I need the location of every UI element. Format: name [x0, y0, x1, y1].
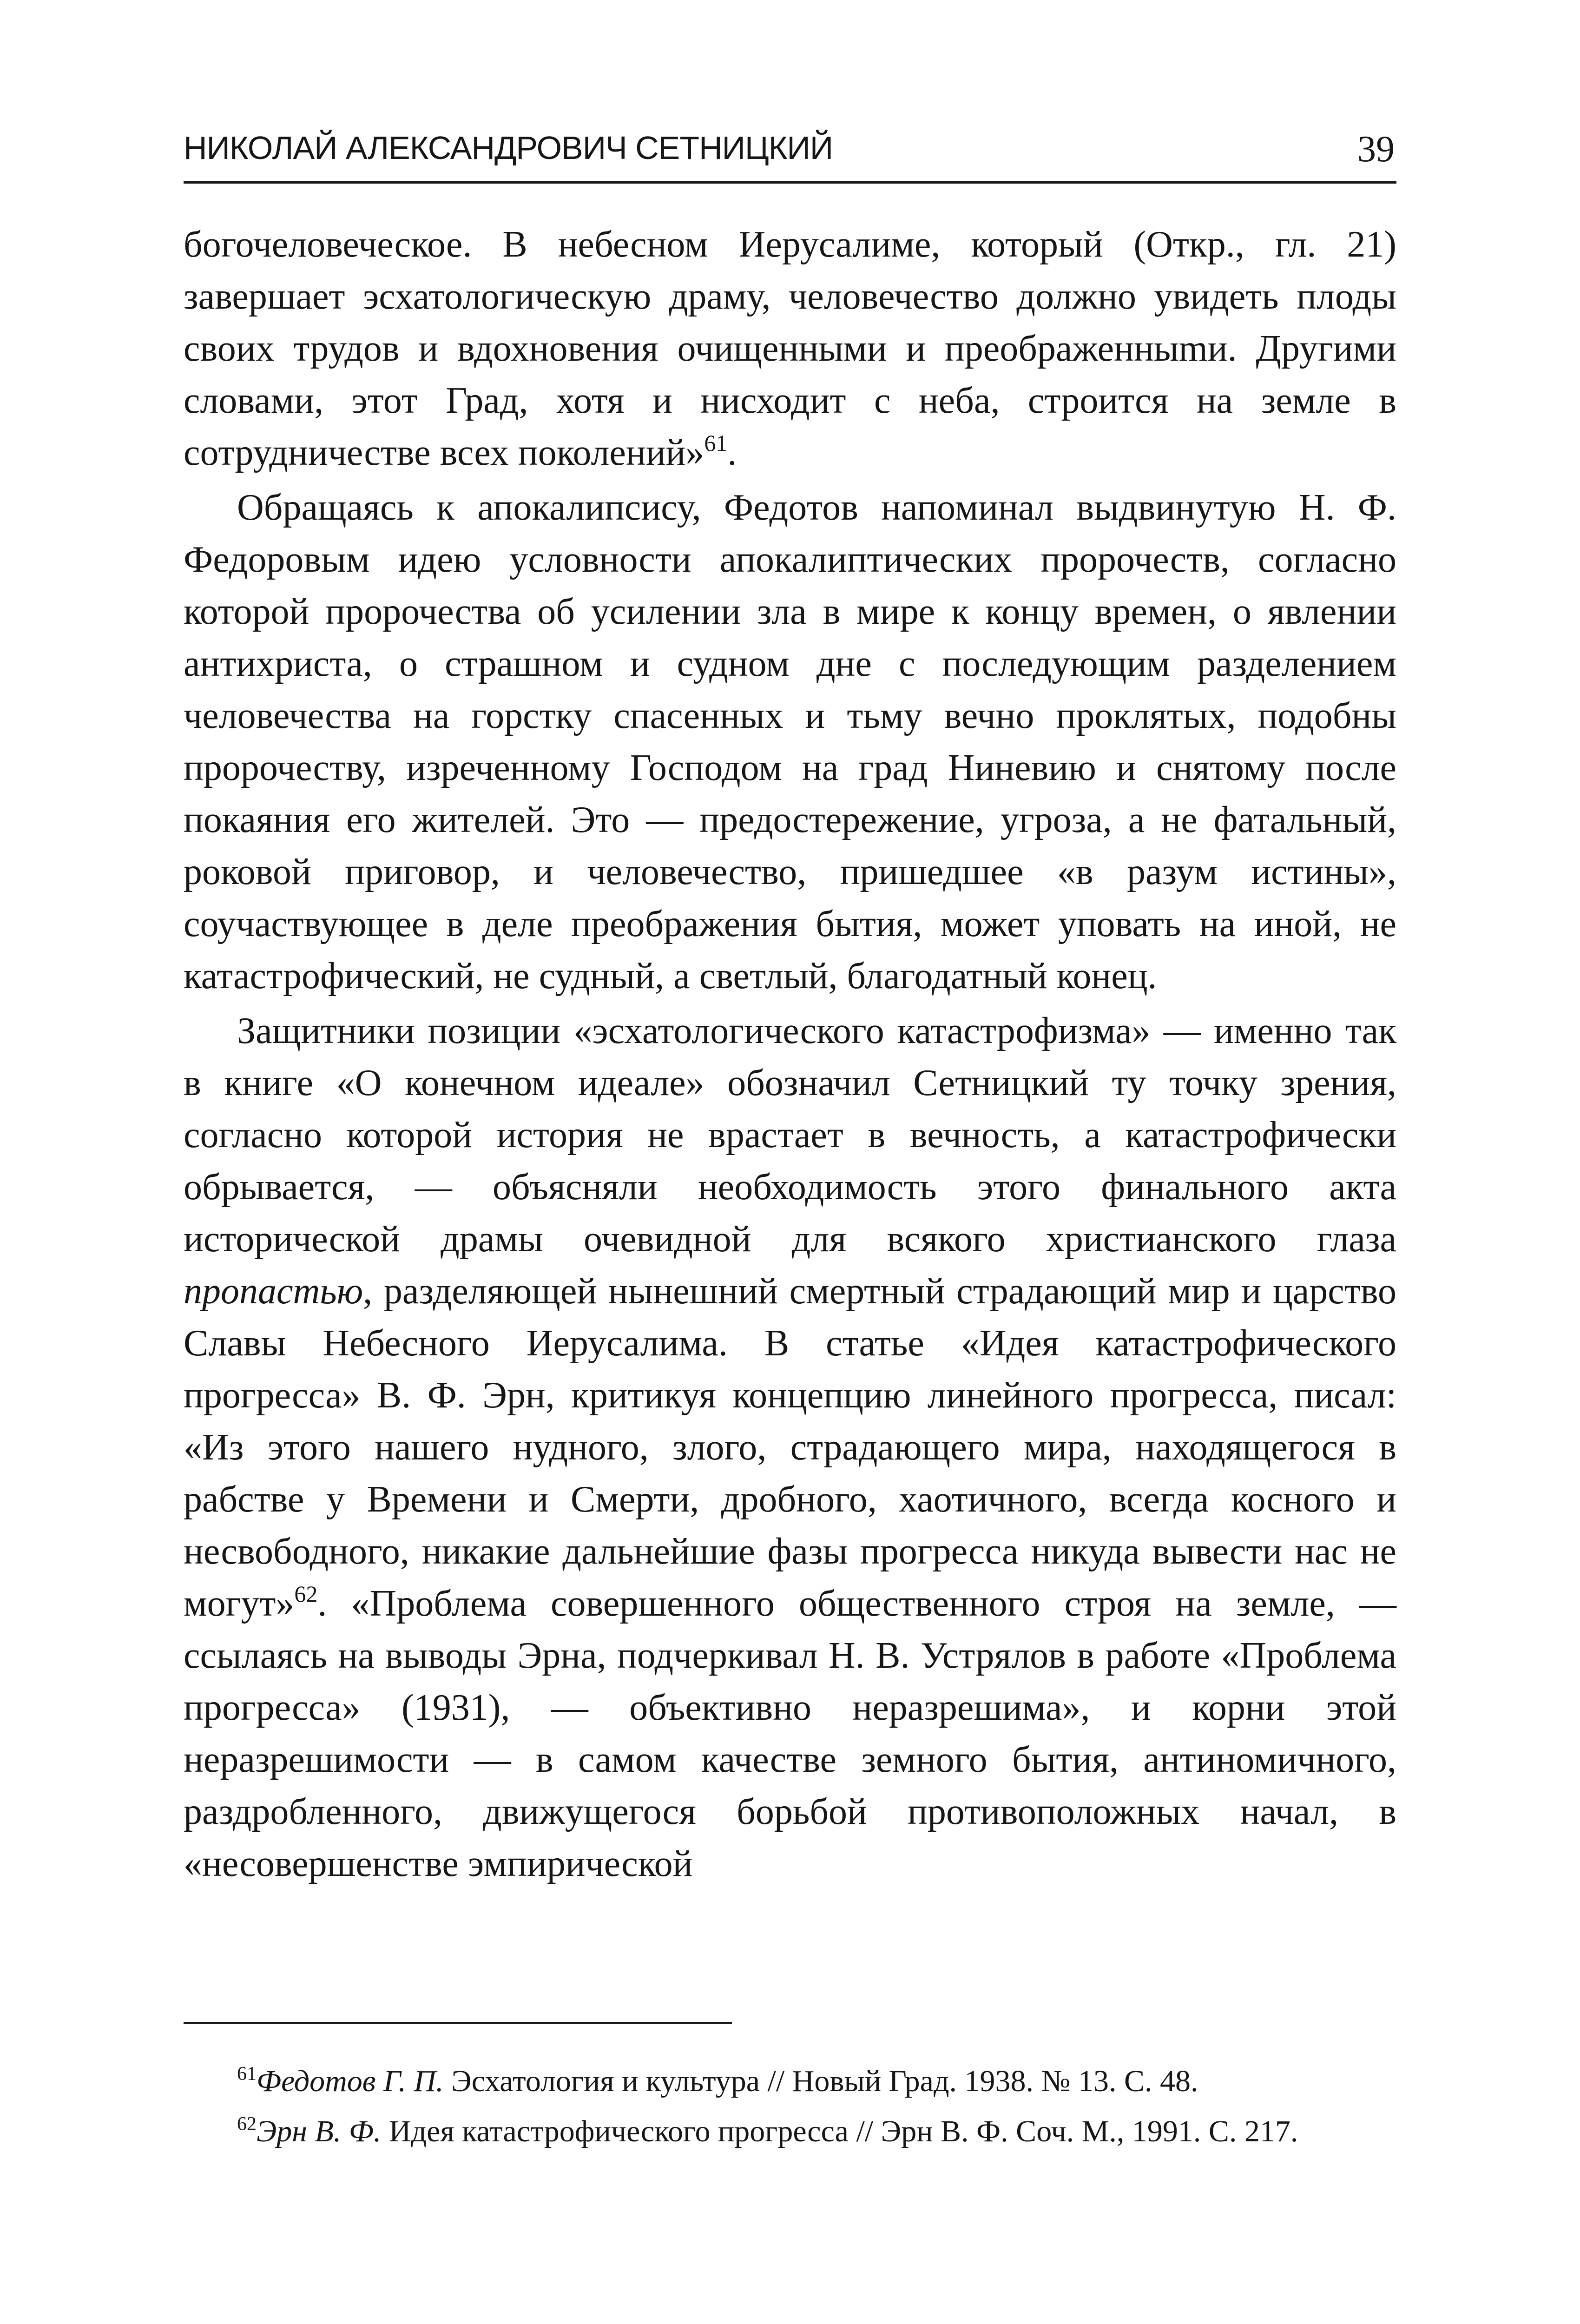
paragraph-3-part-3: . «Проблема совершенного общественного строя на земле, — ссылаясь на выводы Эрна, подчеркивал Н. В. Устрялов в работе «Проблема прогресса» (1931), — объективно неразрешима», и корни этой неразрешимости — в самом качестве земного бытия, антиномичного, раздробленного, движущегося борьбой противоположных начал, в «несовершенстве эмпирической: [184, 1583, 1396, 1884]
footnote-62: [184, 2109, 1396, 2154]
footnote-mark-61: 61: [237, 2063, 257, 2085]
paragraph-2-text: Обращаясь к апокалипсису, Федотов напоминал выдвинутую Н. Ф. Федоровым идею условности апокалиптических пророчеств, согласно которой пророчества об усилении зла в мире к концу времен, о явлении антихриста, о страшном и судном дне с последующим разделением человечества на горстку спасенных и тьму вечно проклятых, подобны пророчеству, изреченному Господом на град Ниневию и снятому после покаяния его жителей. Это — предостережение, угроза, а не фатальный, роковой приговор, и человечество, пришедшее «в разум истины», соучаствующее в деле преображения бытия, может уповать на иной, не катастрофический, не судный, а светлый, благодатный конец.: [184, 487, 1396, 997]
running-header: [184, 125, 1396, 184]
footnote-61: [184, 2059, 1396, 2104]
page-number: 39: [1357, 129, 1395, 170]
paragraph-3: [184, 1005, 1396, 1890]
footnote-ref-61[interactable]: 61: [704, 430, 728, 456]
paragraph-3-part-2: , разделяющей нынешний смертный страдающий мир и царство Славы Небесного Иерусалима. В статье «Идея катастрофического прогресса» В. Ф. Эрн, критикуя концепцию линейного прогресса, писал: «Из этого нашего нудного, злого, страдающего мира, находящегося в рабстве у Времени и Смерти, дробного, хаотичного, всегда косного и несвободного, никакие дальнейшие фазы прогресса никуда вывести нас не могут»: [184, 1271, 1396, 1624]
footnote-mark-62: 62: [237, 2113, 257, 2135]
paragraph-1-text: богочеловеческое. В небесном Иерусалиме, который (Откр., гл. 21) завершает эсхатологическую драму, человечество должно увидеть плоды своих трудов и вдохновения очищенными и преображенныmи. Другими словами, этот Град, хотя и нисходит с неба, строится на земле в сотрудничестве всех поколений»: [184, 224, 1396, 473]
footnote-62-author: Эрн В. Ф.: [257, 2114, 382, 2148]
paragraph-1-tail: .: [727, 432, 737, 473]
footnote-ref-62[interactable]: 62: [294, 1581, 318, 1607]
footnote-62-text: Идея катастрофического прогресса // Эрн В. Ф. Соч. М., 1991. С. 217.: [381, 2114, 1298, 2148]
footnote-61-text: Эсхатология и культура // Новый Град. 1938. № 13. С. 48.: [443, 2064, 1198, 2098]
footnote-separator: [184, 2022, 732, 2024]
footnote-61-author: Федотов Г. П.: [257, 2064, 444, 2098]
paragraph-2: [184, 482, 1396, 1002]
book-page: [184, 0, 1396, 2324]
paragraph-3-part-1: Защитники позиции «эсхатологического катастрофизма» — именно так в книге «О конечном идеале» обозначил Сетницкий ту точку зрения, согласно которой история не врастает в вечность, а катастрофически обрывается, — объясняли необходимость этого финального акта исторической драмы очевидной для всякого христианского глаза: [184, 1010, 1396, 1260]
paragraph-3-emphasis: пропастью: [184, 1271, 363, 1312]
running-title: НИКОЛАЙ АЛЕКСАНДРОВИЧ СЕТНИЦКИЙ: [184, 130, 833, 166]
main-text: [184, 218, 1396, 1893]
footnotes: [184, 2059, 1396, 2159]
paragraph-1: [184, 218, 1396, 479]
